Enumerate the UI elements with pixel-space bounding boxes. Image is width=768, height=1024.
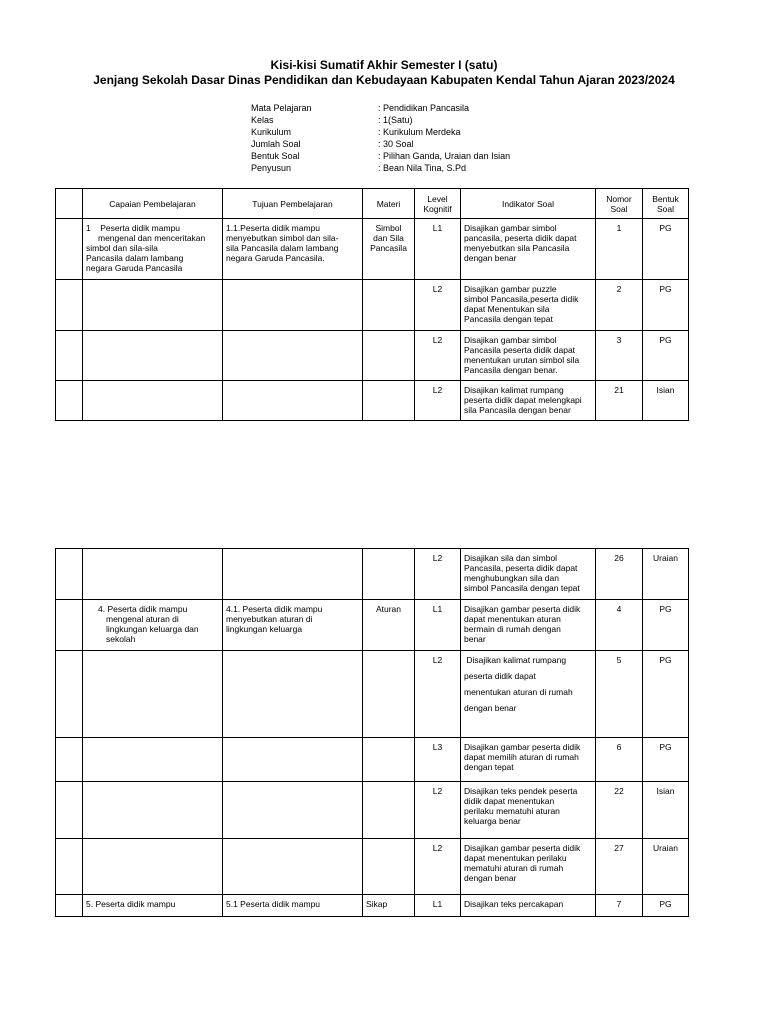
text-line: Pancasila dalam lambang (86, 253, 184, 263)
cell-materi (363, 331, 415, 381)
cell-no (56, 219, 83, 280)
info-label: Bentuk Soal (251, 151, 300, 161)
cell-level: L2 (415, 839, 461, 895)
info-label: Mata Pelajaran (251, 103, 312, 113)
cell-indikator (461, 782, 596, 839)
text-line: dan Sila (373, 233, 404, 243)
cell-tujuan (223, 600, 363, 651)
cell-indikator (461, 651, 596, 738)
text-line: Peserta didik mampu (100, 223, 181, 233)
cell-no (56, 381, 83, 421)
text-line: sila Pancasila dengan benar (464, 405, 571, 415)
cell-indikator (461, 600, 596, 651)
cell-level: L1 (415, 895, 461, 917)
cell-no (56, 782, 83, 839)
text-line: Pancasila dengan benar. (464, 365, 558, 375)
info-row (251, 114, 510, 126)
grid-table-2 (55, 548, 689, 917)
text-line: Disajikan gambar peserta didik (464, 604, 581, 614)
cell-materi (363, 782, 415, 839)
document-title: Kisi-kisi Sumatif Akhir Semester I (satu) (270, 58, 498, 72)
cell-tujuan (223, 219, 363, 280)
cell-materi (363, 219, 415, 280)
text-line: Disajikan gambar simbol (464, 335, 557, 345)
cell-no (56, 331, 83, 381)
text-line: simbol dan sila-sila (86, 243, 158, 253)
table-row (56, 219, 689, 280)
cell-nomor: 4 (596, 600, 643, 651)
text-line: Pancasila, peserta didik dapat (464, 563, 578, 573)
cell-tujuan (223, 549, 363, 600)
text-line: mematuhi aturan di rumah (464, 863, 564, 873)
cell-capaian (83, 219, 223, 280)
table-row (56, 738, 689, 782)
text-line: peserta didik dapat melengkapi (464, 395, 582, 405)
text-line: dengan benar (464, 253, 517, 263)
cell-level: L1 (415, 219, 461, 280)
document-subtitle: Jenjang Sekolah Dasar Dinas Pendidikan dan Kebudayaan Kabupaten Kendal Tahun Ajaran 2023/2024 (93, 73, 675, 87)
cell-tujuan (223, 381, 363, 421)
cell-level: L2 (415, 381, 461, 421)
table-row (56, 782, 689, 839)
header-materi: Materi (363, 189, 415, 219)
table-row (56, 651, 689, 738)
header-bentuk-line: Soal (656, 203, 674, 214)
text-line: dapat menentukan perilaku (464, 853, 567, 863)
cell-indikator (461, 549, 596, 600)
cell-tujuan (223, 280, 363, 331)
info-value: : 30 Soal (378, 139, 414, 149)
text-line: 4.1. Peserta didik mampu (226, 604, 323, 614)
text-line: menyebutkan sila Pancasila (464, 243, 570, 253)
header-level-line: Level (427, 193, 448, 204)
text-line: sekolah (106, 634, 136, 644)
row-number: 1 (86, 223, 91, 233)
info-row (251, 126, 510, 138)
cell-materi: Aturan (363, 600, 415, 651)
info-value: : Kurikulum Merdeka (378, 127, 461, 137)
cell-nomor: 2 (596, 280, 643, 331)
info-label: Kelas (251, 115, 274, 125)
text-line: lingkungan keluarga dan (106, 624, 199, 634)
cell-nomor: 3 (596, 331, 643, 381)
cell-capaian (83, 839, 223, 895)
text-line: dapat memilih aturan di rumah (464, 752, 579, 762)
header-level (415, 189, 461, 219)
info-row (251, 150, 510, 162)
table-row (56, 549, 689, 600)
cell-no (56, 738, 83, 782)
text-line: Disajikan kalimat rumpang (464, 385, 564, 395)
text-line: Pancasila (370, 243, 407, 253)
cell-indikator (461, 280, 596, 331)
info-value: : Pendidikan Pancasila (378, 103, 470, 113)
cell-tujuan (223, 651, 363, 738)
cell-tujuan (223, 839, 363, 895)
cell-capaian (83, 782, 223, 839)
cell-level: L3 (415, 738, 461, 782)
header-level-line: Kognitif (423, 203, 452, 214)
cell-bentuk: PG (643, 331, 689, 381)
text-line: pancasila, peserta didik dapat (464, 233, 577, 243)
cell-materi (363, 549, 415, 600)
info-label: Jumlah Soal (251, 139, 301, 149)
cell-capaian (83, 381, 223, 421)
cell-materi: Sikap (363, 895, 415, 917)
grid-table-1 (55, 188, 689, 421)
header-bentuk (643, 189, 689, 219)
text-line: dengan tepat (464, 762, 514, 772)
text-line: dapat Menentukan sila (464, 304, 550, 314)
cell-indikator: Disajikan teks percakapan (461, 895, 596, 917)
info-label: Kurikulum (251, 127, 292, 137)
cell-materi (363, 651, 415, 738)
header-bentuk-line: Bentuk (652, 193, 679, 204)
cell-level: L2 (415, 280, 461, 331)
table-row (56, 895, 689, 917)
cell-nomor: 21 (596, 381, 643, 421)
cell-indikator (461, 219, 596, 280)
cell-no (56, 600, 83, 651)
cell-indikator (461, 738, 596, 782)
cell-level: L1 (415, 600, 461, 651)
cell-nomor: 5 (596, 651, 643, 738)
text-line: negara Garuda Pancasila. (226, 253, 325, 263)
info-value: : Pilihan Ganda, Uraian dan Isian (378, 151, 511, 161)
text-line: Disajikan kalimat rumpang (464, 655, 567, 665)
cell-nomor: 22 (596, 782, 643, 839)
cell-capaian: 5. Peserta didik mampu (83, 895, 223, 917)
cell-capaian (83, 549, 223, 600)
header-capaian: Capaian Pembelajaran (83, 189, 223, 219)
info-row (251, 102, 510, 114)
text-line: dapat menentukan aturan (464, 614, 561, 624)
cell-nomor: 7 (596, 895, 643, 917)
text-line: Disajikan gambar peserta didik (464, 843, 581, 853)
cell-capaian (83, 331, 223, 381)
table-row (56, 839, 689, 895)
text-line: sila Pancasila dalam lambang (226, 243, 339, 253)
table-row (56, 280, 689, 331)
cell-materi (363, 381, 415, 421)
info-row (251, 162, 510, 174)
cell-level: L2 (415, 549, 461, 600)
cell-materi (363, 738, 415, 782)
table-row (56, 600, 689, 651)
info-row (251, 138, 510, 150)
header-no (56, 189, 83, 219)
cell-no (56, 280, 83, 331)
cell-bentuk: PG (643, 738, 689, 782)
text-line: mengenal aturan di (106, 614, 179, 624)
cell-capaian (83, 600, 223, 651)
cell-capaian (83, 738, 223, 782)
text-line: Disajikan sila dan simbol (464, 553, 558, 563)
cell-bentuk: PG (643, 651, 689, 738)
header-indikator: Indikator Soal (461, 189, 596, 219)
text-line: peserta didik dapat (464, 671, 536, 681)
cell-tujuan (223, 738, 363, 782)
info-value: : Bean Nila Tina, S.Pd (378, 163, 467, 173)
cell-bentuk: PG (643, 280, 689, 331)
cell-capaian (83, 280, 223, 331)
text-line: perilaku mematuhi aturan (464, 806, 560, 816)
cell-bentuk: Uraian (643, 839, 689, 895)
cell-nomor: 6 (596, 738, 643, 782)
cell-level: L2 (415, 782, 461, 839)
text-line: menentukan urutan simbol sila (464, 355, 580, 365)
cell-tujuan (223, 331, 363, 381)
cell-indikator (461, 381, 596, 421)
cell-nomor: 1 (596, 219, 643, 280)
header-tujuan: Tujuan Pembelajaran (223, 189, 363, 219)
cell-level: L2 (415, 651, 461, 738)
text-line: menghubungkan sila dan (464, 573, 559, 583)
cell-no (56, 651, 83, 738)
cell-no (56, 839, 83, 895)
cell-nomor: 26 (596, 549, 643, 600)
header-nomor (596, 189, 643, 219)
cell-bentuk: PG (643, 219, 689, 280)
text-line: menentukan aturan di rumah (464, 687, 573, 697)
text-line: menyebutkan simbol dan sila- (226, 233, 339, 243)
text-line: Disajikan gambar simbol (464, 223, 557, 233)
table-row (56, 331, 689, 381)
text-line: Pancasila peserta didik dapat (464, 345, 576, 355)
info-value: : 1(Satu) (378, 115, 413, 125)
text-line: simbol Pancasila,peserta didik (464, 294, 579, 304)
table-row (56, 381, 689, 421)
text-line: keluarga benar (464, 816, 521, 826)
cell-bentuk: Isian (643, 782, 689, 839)
header-nomor-line: Soal (610, 203, 628, 214)
cell-no (56, 549, 83, 600)
text-line: Disajikan teks pendek peserta (464, 786, 578, 796)
text-line: simbol Pancasila dengan tepat (464, 583, 580, 593)
text-line: Simbol (375, 223, 402, 233)
text-line: didik dapat menentukan (464, 796, 555, 806)
text-line: bermain di rumah dengan (464, 624, 561, 634)
text-line: lingkungan keluarga (226, 624, 303, 634)
info-label: Penyusun (251, 163, 292, 173)
cell-bentuk: Isian (643, 381, 689, 421)
cell-bentuk: PG (643, 600, 689, 651)
cell-materi (363, 839, 415, 895)
cell-materi (363, 280, 415, 331)
text-line: 1.1.Peserta didik mampu (226, 223, 321, 233)
header-row (56, 189, 689, 219)
text-line: negara Garuda Pancasila (86, 263, 183, 273)
cell-capaian (83, 651, 223, 738)
cell-indikator (461, 331, 596, 381)
cell-level: L2 (415, 331, 461, 381)
text-line: Disajikan gambar peserta didik (464, 742, 581, 752)
text-line: mengenal dan menceritakan (98, 233, 206, 243)
cell-tujuan: 5.1 Peserta didik mampu (223, 895, 363, 917)
header-nomor-line: Nomor (606, 193, 632, 204)
text-line: dengan benar (464, 703, 517, 713)
cell-tujuan (223, 782, 363, 839)
text-line: Disajikan gambar puzzle (464, 284, 557, 294)
cell-no (56, 895, 83, 917)
cell-indikator (461, 839, 596, 895)
text-line: dengan benar (464, 873, 517, 883)
text-line: benar (464, 634, 486, 644)
cell-bentuk: PG (643, 895, 689, 917)
text-line: Pancasila dengan tepat (464, 314, 553, 324)
text-line: menyebutkan aturan di (226, 614, 313, 624)
cell-bentuk: Uraian (643, 549, 689, 600)
cell-nomor: 27 (596, 839, 643, 895)
text-line: 4. Peserta didik mampu (98, 604, 188, 614)
info-block (251, 102, 510, 174)
